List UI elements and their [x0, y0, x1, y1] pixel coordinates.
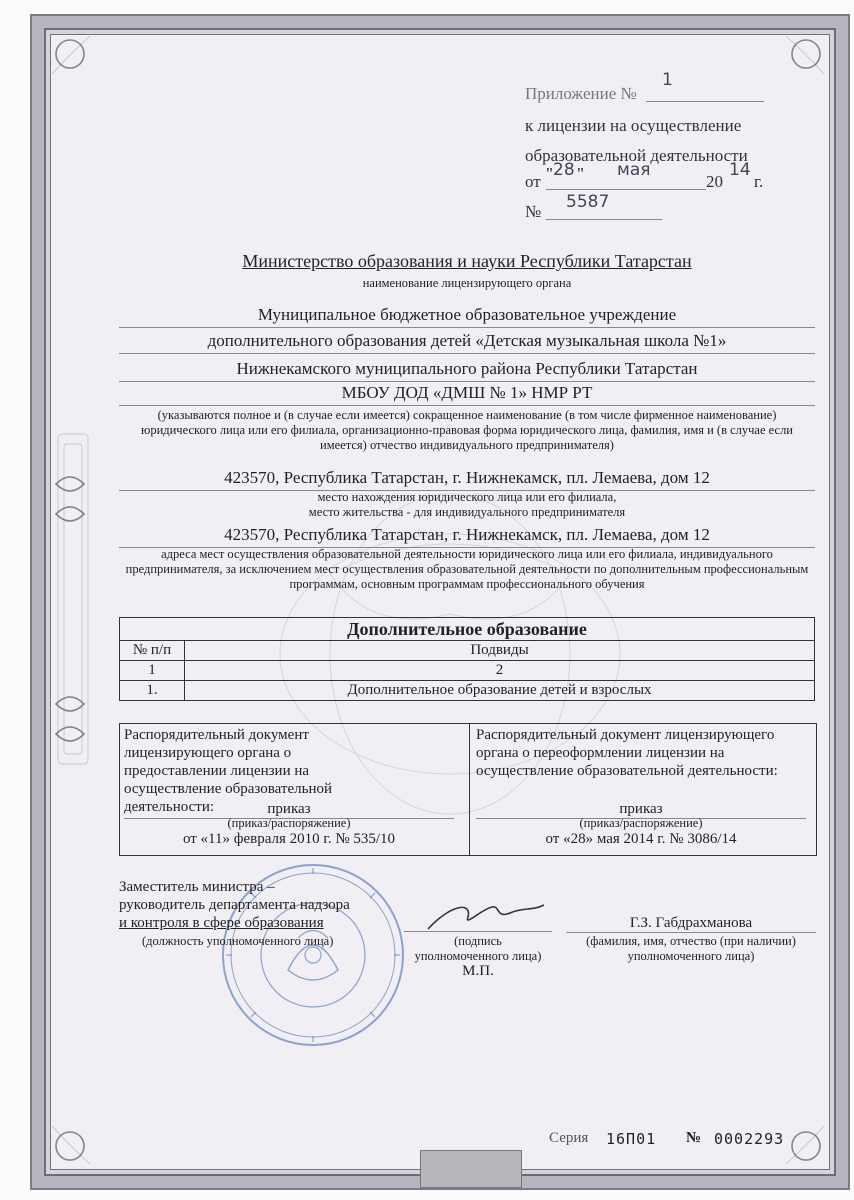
orders-box [119, 723, 817, 856]
document-sheet [30, 14, 850, 1190]
table-index-row [120, 661, 815, 681]
series-code: 16П01 [606, 1130, 657, 1148]
appendix-year-prefix: 20 [706, 172, 723, 191]
signature-caption1: (подпись [454, 934, 502, 948]
reissue-order-type: приказ [476, 800, 806, 819]
appendix-reg-label: № [525, 202, 542, 221]
appendix-line3: образовательной деятельности [525, 146, 748, 165]
table-header-row [120, 641, 815, 661]
form-number-label: № [686, 1130, 702, 1146]
activity-address-caption: адреса мест осуществления образовательной деятельности юридического лица или его филиала, индивидуального предпринимателя, за исключением мест осуществления образовательной деятельности по дополнительным профессиональным программам, основным программам профессионального обучения [125, 547, 809, 591]
activity-address: 423570, Республика Татарстан, г. Нижнекамск, пл. Лемаева, дом 12 [119, 525, 815, 548]
table-header-number: № п/п [120, 641, 185, 661]
table-cell: 1. [120, 681, 185, 701]
signatory-name: Г.З. Габдрахманова [566, 914, 816, 933]
location-caption1: место нахождения юридического лица или его филиала, [317, 490, 617, 504]
series-label: Серия [549, 1130, 589, 1146]
reissue-order-text: Распорядительный документ лицензирующего органа о переоформлении лицензии на осуществление образовательной деятельности: [476, 727, 778, 779]
appendix-label: Приложение № [525, 84, 637, 103]
orders-box-divider [469, 724, 470, 855]
appendix-number: 1 [662, 70, 673, 90]
location-caption2: место жительства - для индивидуального предпринимателя [308, 505, 626, 519]
education-table [119, 617, 815, 701]
grant-order-ref: от «11» февраля 2010 г. № 535/10 [182, 831, 396, 847]
appendix-year-suffix: 14 [729, 160, 751, 180]
appendix-reg-line [546, 218, 662, 220]
grant-order-text: Распорядительный документ лицензирующего органа о предоставлении лицензии на осуществление образовательной деятельности: [124, 727, 332, 815]
seal-place-label: М.П. [462, 963, 494, 979]
location-address: 423570, Республика Татарстан, г. Нижнекамск, пл. Лемаева, дом 12 [119, 468, 815, 491]
bottom-ornament-tab [420, 1150, 522, 1188]
appendix-line2: к лицензии на осуществление [525, 116, 742, 135]
licensee-line3: Нижнекамского муниципального района Республики Татарстан [119, 359, 815, 382]
licensee-line1: Муниципальное бюджетное образовательное учреждение [119, 305, 815, 328]
appendix-year-unit: г. [754, 172, 764, 191]
signatory-position-line3: и контроля в сфере образования [119, 915, 324, 931]
signature-line [404, 930, 552, 932]
appendix-reg-number: 5587 [566, 192, 610, 212]
table-index-cell: 2 [185, 661, 815, 681]
signatory-position-line1: Заместитель министра – [119, 879, 275, 895]
signatory-name-caption1: (фамилия, имя, отчество (при наличии) [586, 934, 796, 948]
table-index-cell: 1 [120, 661, 185, 681]
form-number: 0002293 [714, 1130, 785, 1148]
licensee-line2: дополнительного образования детей «Детская музыкальная школа №1» [119, 331, 815, 354]
handwritten-signature [420, 895, 550, 935]
table-row [120, 681, 815, 701]
appendix-date-close-quote: " [577, 164, 584, 183]
licensee-caption: (указываются полное и (в случае если имеется) сокращенное наименование (в том числе фирменное наименование) юридического лица или его филиала, организационно-правовая форма юридического лица, фамилия, имя и (в случае если имеется) отчество индивидуального предпринимателя) [140, 408, 793, 452]
authority-name: Министерство образования и науки Республики Татарстан [242, 251, 692, 271]
appendix-number-line [646, 100, 764, 102]
reissue-order-type-caption: (приказ/распоряжение) [579, 816, 703, 830]
appendix-month: мая [617, 160, 651, 180]
grant-order-column [124, 724, 464, 855]
signatory-position-line2: руководитель департамента надзора [119, 897, 350, 913]
table-cell: Дополнительное образование детей и взрослых [185, 681, 815, 701]
signatory-position-caption: (должность уполномоченного лица) [142, 934, 334, 948]
appendix-date-prefix: от [525, 172, 541, 191]
reissue-order-column [476, 724, 812, 855]
grant-order-type: приказ [124, 800, 454, 819]
appendix-date-open-quote: " [546, 164, 553, 183]
signatory-name-caption2: уполномоченного лица) [627, 949, 755, 963]
licensee-short-name: МБОУ ДОД «ДМШ № 1» НМР РТ [119, 383, 815, 406]
signature-caption2: уполномоченного лица) [414, 949, 542, 963]
grant-order-type-caption: (приказ/распоряжение) [227, 816, 351, 830]
appendix-date-line [546, 188, 706, 190]
table-title-row [120, 618, 815, 641]
appendix-day: 28 [553, 160, 575, 180]
authority-caption: наименование лицензирующего органа [362, 276, 572, 290]
reissue-order-ref: от «28» мая 2014 г. № 3086/14 [545, 831, 737, 847]
table-header-subtypes: Подвиды [185, 641, 815, 661]
table-title: Дополнительное образование [120, 618, 815, 641]
